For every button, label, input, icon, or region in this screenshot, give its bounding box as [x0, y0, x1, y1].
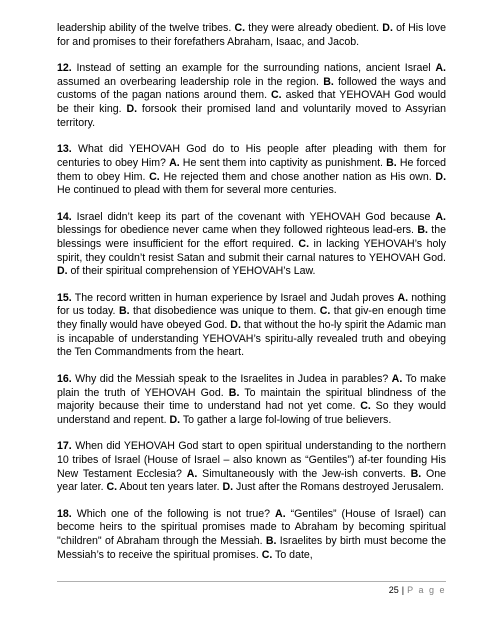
- answer-option-letter: A.: [275, 507, 286, 520]
- question-text: He rejected them and chose another nation as His own.: [159, 170, 436, 183]
- question-number: 16.: [57, 372, 72, 385]
- question-text: He forced them to obey Him.: [57, 156, 446, 183]
- answer-option-letter: B.: [265, 535, 277, 548]
- answer-option-letter: B.: [410, 467, 422, 480]
- question-text: Which one of the following is not true?: [71, 507, 276, 520]
- answer-option-letter: C.: [234, 22, 246, 34]
- page-label: P a g e: [407, 585, 446, 595]
- question-paragraph: [57, 62, 446, 130]
- question-text: What did YEHOVAH God do to His people after pleading with them for centuries to obey Him?: [57, 143, 446, 169]
- answer-option-letter: C.: [106, 481, 118, 494]
- question-text: About ten years later.: [117, 481, 223, 494]
- answer-option-letter: B.: [228, 386, 240, 399]
- question-text: that disobedience was unique to them.: [129, 305, 320, 318]
- question-text: He continued to plead with them for several more centuries.: [57, 184, 337, 197]
- page-footer: [389, 585, 446, 595]
- answer-option-letter: C.: [319, 305, 331, 318]
- question-text: of His love for and promises to their forefathers Abraham, Isaac, and Jacob.: [57, 22, 446, 48]
- question-number: 15.: [57, 291, 72, 304]
- question-paragraph: [57, 373, 446, 427]
- question-paragraph: [57, 440, 446, 494]
- answer-option-letter: B.: [118, 305, 130, 318]
- question-text: “Gentiles” (House of Israel) can become heirs to the spiritual promises made to Abraham by becoming spiritual "children" of Abraham through the Messiah.: [57, 507, 446, 548]
- question-text: they were already obedient.: [245, 22, 383, 34]
- question-text: To date,: [272, 548, 313, 561]
- question-text: The record written in human experience by Israel and Judah proves: [71, 291, 398, 304]
- answer-option-letter: A.: [169, 156, 180, 169]
- question-text: of their spiritual comprehension of YEHOVAH’s Law.: [67, 265, 316, 278]
- question-number: 12.: [57, 62, 72, 75]
- answer-option-letter: A.: [435, 62, 446, 75]
- answer-option-letter: D.: [230, 319, 241, 332]
- question-text: that giv-en enough time they finally would have obeyed God.: [57, 305, 446, 332]
- answer-option-letter: C.: [149, 170, 160, 183]
- footer-separator: |: [401, 585, 405, 595]
- question-text: Israel didn’t keep its part of the covenant with YEHOVAH God because: [71, 210, 436, 223]
- question-text: followed the ways and customs of the pagan nations around them.: [57, 75, 446, 102]
- answer-option-letter: A.: [435, 210, 446, 223]
- answer-option-letter: A.: [397, 291, 409, 304]
- question-text: nothing for us today.: [57, 291, 446, 318]
- answer-option-letter: D.: [126, 103, 138, 116]
- question-text: blessings for obedience never came when they followed righteous lead-ers.: [57, 224, 418, 237]
- answer-option-letter: C.: [271, 89, 282, 102]
- answer-option-letter: B.: [417, 224, 428, 237]
- question-text: To gather a large fol-lowing of true believers.: [180, 413, 392, 426]
- question-text: One year later.: [57, 467, 447, 494]
- answer-option-letter: D.: [382, 22, 393, 34]
- question-text: Simultaneously with the Jew-ish converts.: [197, 467, 411, 480]
- answer-option-letter: C.: [298, 238, 310, 250]
- answer-option-letter: D.: [57, 265, 68, 278]
- question-text: leadership ability of the twelve tribes.: [57, 22, 235, 34]
- answer-option-letter: D.: [169, 413, 181, 426]
- question-text: So they would understand and repent.: [57, 400, 447, 426]
- body-text: [57, 22, 446, 575]
- question-text: To maintain the spiritual blindness of the majority because their time to understand had not yet come.: [57, 386, 446, 413]
- answer-option-letter: D.: [435, 170, 447, 183]
- question-number: 14.: [57, 210, 72, 223]
- answer-option-letter: A.: [391, 372, 403, 385]
- question-text: Instead of setting an example for the surrounding nations, ancient Israel: [71, 62, 436, 75]
- footer-rule: [57, 581, 446, 582]
- answer-option-letter: A.: [186, 467, 198, 480]
- question-number: 13.: [57, 143, 72, 156]
- page-number: 25: [388, 585, 399, 595]
- question-text: Israelites by birth must become the Messiah’s to receive the spiritual promises.: [57, 535, 446, 561]
- question-paragraph: [57, 22, 446, 49]
- question-paragraph: [57, 211, 446, 279]
- question-number: 18.: [57, 507, 72, 520]
- question-text: He sent them into captivity as punishment.: [179, 156, 387, 169]
- question-text: asked that YEHOVAH God would be their king.: [57, 89, 446, 116]
- question-paragraph: [57, 292, 446, 360]
- question-text: Why did the Messiah speak to the Israelites in Judea in parables?: [71, 372, 392, 385]
- answer-option-letter: D.: [222, 481, 234, 494]
- question-text: that without the ho-ly spirit the Adamic man is incapable of understanding YEHOVAH’s spiritu-ally revealed truth and obeying the Ten Commandments from the heart.: [57, 319, 446, 359]
- question-paragraph: [57, 143, 446, 197]
- question-text: the blessings were insufficient for the effort required.: [57, 224, 446, 250]
- answer-option-letter: B.: [323, 75, 334, 88]
- question-number: 17.: [57, 440, 72, 453]
- answer-option-letter: C.: [261, 548, 273, 561]
- question-text: in lacking YEHOVAH’s holy spirit, they couldn’t resist Satan and submit their carnal natures to YEHOVAH God.: [57, 238, 446, 264]
- question-text: To make plain the truth of YEHOVAH God.: [57, 372, 446, 399]
- question-text: assumed an overbearing leadership role in the region.: [57, 75, 324, 88]
- question-text: When did YEHOVAH God start to open spiritual understanding to the northern 10 tribes of Israel (House of Israel – also known as “Gentiles”) af-ter founding His New Testament Ecclesia?: [57, 440, 446, 480]
- answer-option-letter: C.: [360, 400, 371, 413]
- question-paragraph: [57, 508, 446, 562]
- question-text: Just after the Romans destroyed Jerusalem.: [233, 481, 444, 494]
- question-text: forsook their promised land and voluntarily moved to Assyrian territory.: [57, 103, 446, 129]
- answer-option-letter: B.: [386, 156, 397, 169]
